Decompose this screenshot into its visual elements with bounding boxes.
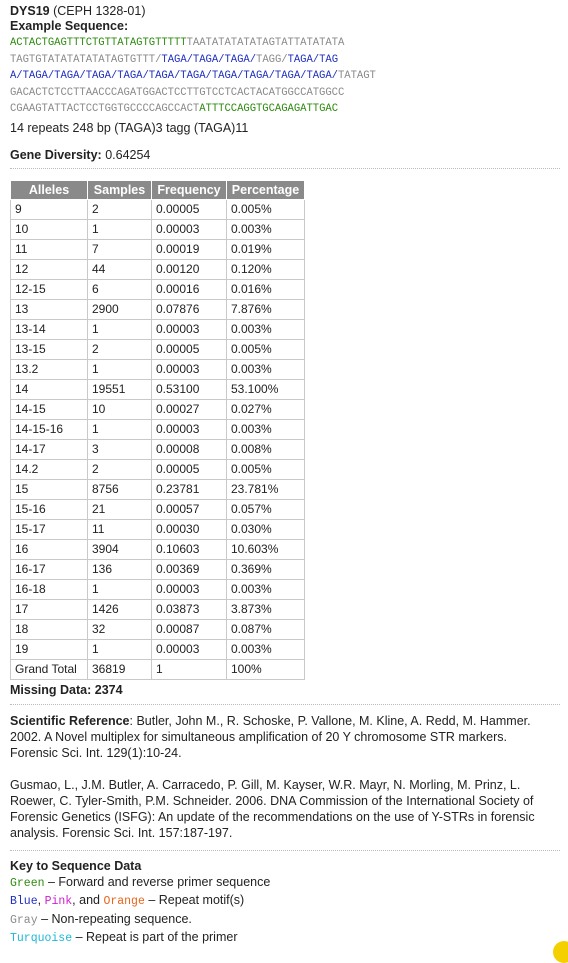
scientific-reference-label: Scientific Reference [10, 713, 130, 728]
table-row [11, 579, 305, 599]
cell-frequency: 0.00003 [152, 319, 227, 339]
sequence-line [10, 35, 560, 52]
cell-frequency: 0.03873 [152, 599, 227, 619]
table-row [11, 519, 305, 539]
cell-allele: 16-18 [11, 579, 88, 599]
cell-percentage: 10.603% [227, 539, 305, 559]
key-word-turquoise: Turquoise [10, 932, 73, 945]
key-word-green: Green [10, 876, 45, 890]
key-title: Key to Sequence Data [10, 858, 142, 873]
cell-allele: 15-17 [11, 519, 88, 539]
cell-frequency: 0.00120 [152, 259, 227, 279]
table-row [11, 559, 305, 579]
key-word-blue: Blue [10, 895, 38, 908]
cell-allele: 12 [11, 259, 88, 279]
table-row [11, 439, 305, 459]
table-row [11, 259, 305, 279]
table-row [11, 639, 305, 659]
marker-title [10, 4, 560, 19]
cell-allele: Grand Total [11, 659, 88, 679]
non-repeating-sequence: CGAAGTATTACTCCTGGTGCCCCAGCCACT [10, 103, 200, 115]
table-row [11, 279, 305, 299]
cell-allele: 10 [11, 219, 88, 239]
cell-frequency: 0.00008 [152, 439, 227, 459]
table-row [11, 339, 305, 359]
cell-percentage: 0.005% [227, 199, 305, 219]
cell-percentage: 0.003% [227, 639, 305, 659]
cell-allele: 15-16 [11, 499, 88, 519]
table-header-row [11, 180, 305, 199]
cell-frequency: 0.00057 [152, 499, 227, 519]
key-word-gray: Gray [10, 913, 38, 927]
cell-samples: 36819 [88, 659, 152, 679]
sequence-line [10, 68, 560, 85]
key-word-pink: Pink [44, 895, 73, 908]
repeat-motif: TAGA/TAG [287, 53, 339, 66]
cell-allele: 16-17 [11, 559, 88, 579]
key-green [10, 874, 560, 893]
cell-samples: 1 [88, 639, 152, 659]
table-row [11, 199, 305, 219]
cell-samples: 6 [88, 279, 152, 299]
scientific-reference-1 [10, 713, 555, 761]
cell-percentage: 0.008% [227, 439, 305, 459]
cell-allele: 13.2 [11, 359, 88, 379]
non-repeating-sequence: TAGG/ [256, 53, 288, 66]
repeat-motif: TAGA/TAGA/TAGA/ [161, 53, 257, 66]
cell-frequency: 0.00003 [152, 359, 227, 379]
missing-data [10, 682, 560, 698]
cell-samples: 44 [88, 259, 152, 279]
cell-samples: 2 [88, 199, 152, 219]
cell-allele: 11 [11, 239, 88, 259]
sequence-line [10, 101, 560, 118]
table-row [11, 299, 305, 319]
cell-percentage: 0.057% [227, 499, 305, 519]
table-row [11, 319, 305, 339]
cell-allele: 15 [11, 479, 88, 499]
column-header-frequency: Frequency [152, 180, 227, 199]
cell-frequency: 0.00369 [152, 559, 227, 579]
cell-samples: 1426 [88, 599, 152, 619]
gene-diversity [10, 147, 560, 163]
cell-frequency: 0.00005 [152, 459, 227, 479]
cell-frequency: 0.00016 [152, 279, 227, 299]
non-repeating-sequence: GACACTCTCCTTAACCCAGATGGACTCCTTGTCCTCACTACATGGCCATGGCC [10, 86, 345, 99]
cell-allele: 14.2 [11, 459, 88, 479]
cell-allele: 18 [11, 619, 88, 639]
corner-circle-icon [553, 941, 568, 963]
non-repeating-sequence: TATAGT [337, 70, 376, 82]
cell-frequency: 0.00005 [152, 199, 227, 219]
missing-data-value: 2374 [94, 682, 123, 697]
cell-allele: 12-15 [11, 279, 88, 299]
cell-samples: 1 [88, 219, 152, 239]
table-row [11, 539, 305, 559]
key-turquoise [10, 929, 560, 948]
cell-samples: 3904 [88, 539, 152, 559]
cell-samples: 1 [88, 419, 152, 439]
key-repeat-desc: – Repeat motif(s) [144, 893, 245, 907]
marker-reference: (CEPH 1328-01) [53, 4, 146, 18]
cell-allele: 14-17 [11, 439, 88, 459]
cell-samples: 7 [88, 239, 152, 259]
cell-allele: 16 [11, 539, 88, 559]
table-row [11, 399, 305, 419]
cell-percentage: 0.003% [227, 219, 305, 239]
cell-percentage: 0.087% [227, 619, 305, 639]
primer-sequence: ATTTCCAGGTGCAGAGATTGAC [199, 103, 338, 115]
cell-percentage: 0.120% [227, 259, 305, 279]
cell-allele: 19 [11, 639, 88, 659]
cell-frequency: 0.23781 [152, 479, 227, 499]
key-repeat-motifs [10, 892, 560, 911]
key-sep-2: , and [72, 893, 104, 907]
example-sequence [10, 35, 560, 118]
table-row [11, 419, 305, 439]
page-content [10, 4, 560, 948]
cell-frequency: 0.00005 [152, 339, 227, 359]
scientific-reference-2: Gusmao, L., J.M. Butler, A. Carracedo, P. Gill, M. Kayser, W.R. Mayr, N. Morling, M. Prinz, L. Roewer, C. Tyler-Smith, P.M. Schneider. 2006. DNA Commission of the International Society of Forensic Genetics (ISFG): An update of the recommendations on the use of Y-STRs in forensic analysis. Forensic Sci. Int. 157:187-197. [10, 777, 535, 840]
cell-samples: 11 [88, 519, 152, 539]
cell-frequency: 0.00003 [152, 219, 227, 239]
cell-frequency: 0.10603 [152, 539, 227, 559]
missing-data-label: Missing Data: [10, 682, 92, 697]
table-row [11, 619, 305, 639]
cell-percentage: 53.100% [227, 379, 305, 399]
example-sequence-label: Example Sequence: [10, 19, 129, 33]
table-row [11, 599, 305, 619]
cell-allele: 14-15 [11, 399, 88, 419]
cell-allele: 13-14 [11, 319, 88, 339]
cell-allele: 9 [11, 199, 88, 219]
sequence-line [10, 52, 560, 69]
cell-percentage: 0.027% [227, 399, 305, 419]
key-turquoise-desc: – Repeat is part of the primer [72, 930, 238, 944]
reference-text-1: : Butler, John M., R. Schoske, P. Vallone, M. Kline, A. Redd, M. Hammer. 2002. A Novel multiplex for simultaneous amplification of 20 Y chromosome STR markers. Forensic Sci. Int. 129(1):10-24. [10, 713, 531, 760]
cell-frequency: 1 [152, 659, 227, 679]
cell-samples: 10 [88, 399, 152, 419]
cell-frequency: 0.00087 [152, 619, 227, 639]
cell-percentage: 0.016% [227, 279, 305, 299]
table-row [11, 499, 305, 519]
table-row [11, 379, 305, 399]
cell-frequency: 0.00003 [152, 639, 227, 659]
cell-frequency: 0.00027 [152, 399, 227, 419]
allele-frequency-table [10, 180, 305, 680]
column-header-percentage: Percentage [227, 180, 305, 199]
cell-percentage: 0.369% [227, 559, 305, 579]
cell-allele: 13 [11, 299, 88, 319]
cell-samples: 2 [88, 459, 152, 479]
cell-samples: 19551 [88, 379, 152, 399]
primer-sequence: ACTACTGAGTTTCTGTTATAGTGTTTTT [10, 37, 187, 49]
divider [10, 850, 560, 851]
key-gray-desc: – Non-repeating sequence. [37, 911, 192, 926]
cell-samples: 1 [88, 359, 152, 379]
cell-allele: 17 [11, 599, 88, 619]
cell-frequency: 0.00003 [152, 579, 227, 599]
column-header-samples: Samples [88, 180, 152, 199]
cell-samples: 1 [88, 579, 152, 599]
cell-frequency: 0.00003 [152, 419, 227, 439]
cell-samples: 2 [88, 339, 152, 359]
key-sep-1: , [37, 893, 45, 907]
cell-frequency: 0.00030 [152, 519, 227, 539]
cell-samples: 136 [88, 559, 152, 579]
cell-samples: 8756 [88, 479, 152, 499]
column-header-alleles: Alleles [11, 180, 88, 199]
table-row [11, 239, 305, 259]
divider [10, 704, 560, 705]
key-green-desc: – Forward and reverse primer sequence [44, 874, 271, 889]
cell-percentage: 7.876% [227, 299, 305, 319]
table-row [11, 459, 305, 479]
key-word-orange: Orange [103, 895, 145, 908]
cell-percentage: 0.019% [227, 239, 305, 259]
cell-samples: 2900 [88, 299, 152, 319]
repeat-motif: A/TAGA/TAGA/TAGA/TAGA/TAGA/TAGA/TAGA/TAGA/TAGA/TAGA/ [10, 70, 338, 82]
repeats-summary: 14 repeats 248 bp (TAGA)3 tagg (TAGA)11 [10, 120, 249, 135]
cell-percentage: 0.003% [227, 419, 305, 439]
cell-percentage: 0.003% [227, 319, 305, 339]
cell-frequency: 0.00019 [152, 239, 227, 259]
table-row [11, 479, 305, 499]
cell-percentage: 0.003% [227, 359, 305, 379]
cell-allele: 14 [11, 379, 88, 399]
table-row [11, 219, 305, 239]
cell-samples: 21 [88, 499, 152, 519]
cell-percentage: 100% [227, 659, 305, 679]
gene-diversity-value: 0.64254 [105, 147, 151, 162]
cell-allele: 13-15 [11, 339, 88, 359]
cell-frequency: 0.53100 [152, 379, 227, 399]
sequence-line [10, 85, 560, 102]
cell-samples: 32 [88, 619, 152, 639]
non-repeating-sequence: TAATATATATATAGTATTATATATA [186, 37, 345, 49]
divider [10, 168, 560, 169]
table-body [11, 199, 305, 679]
cell-percentage: 3.873% [227, 599, 305, 619]
cell-samples: 1 [88, 319, 152, 339]
cell-percentage: 23.781% [227, 479, 305, 499]
marker-name: DYS19 [10, 4, 50, 18]
cell-percentage: 0.030% [227, 519, 305, 539]
cell-percentage: 0.005% [227, 339, 305, 359]
non-repeating-sequence: TAGTGTATATATATATAGTGTTT/ [10, 53, 162, 66]
grand-total-row [11, 659, 305, 679]
cell-samples: 3 [88, 439, 152, 459]
table-row [11, 359, 305, 379]
cell-frequency: 0.07876 [152, 299, 227, 319]
cell-allele: 14-15-16 [11, 419, 88, 439]
key-gray [10, 911, 560, 930]
gene-diversity-label: Gene Diversity: [10, 147, 102, 162]
cell-percentage: 0.003% [227, 579, 305, 599]
cell-percentage: 0.005% [227, 459, 305, 479]
